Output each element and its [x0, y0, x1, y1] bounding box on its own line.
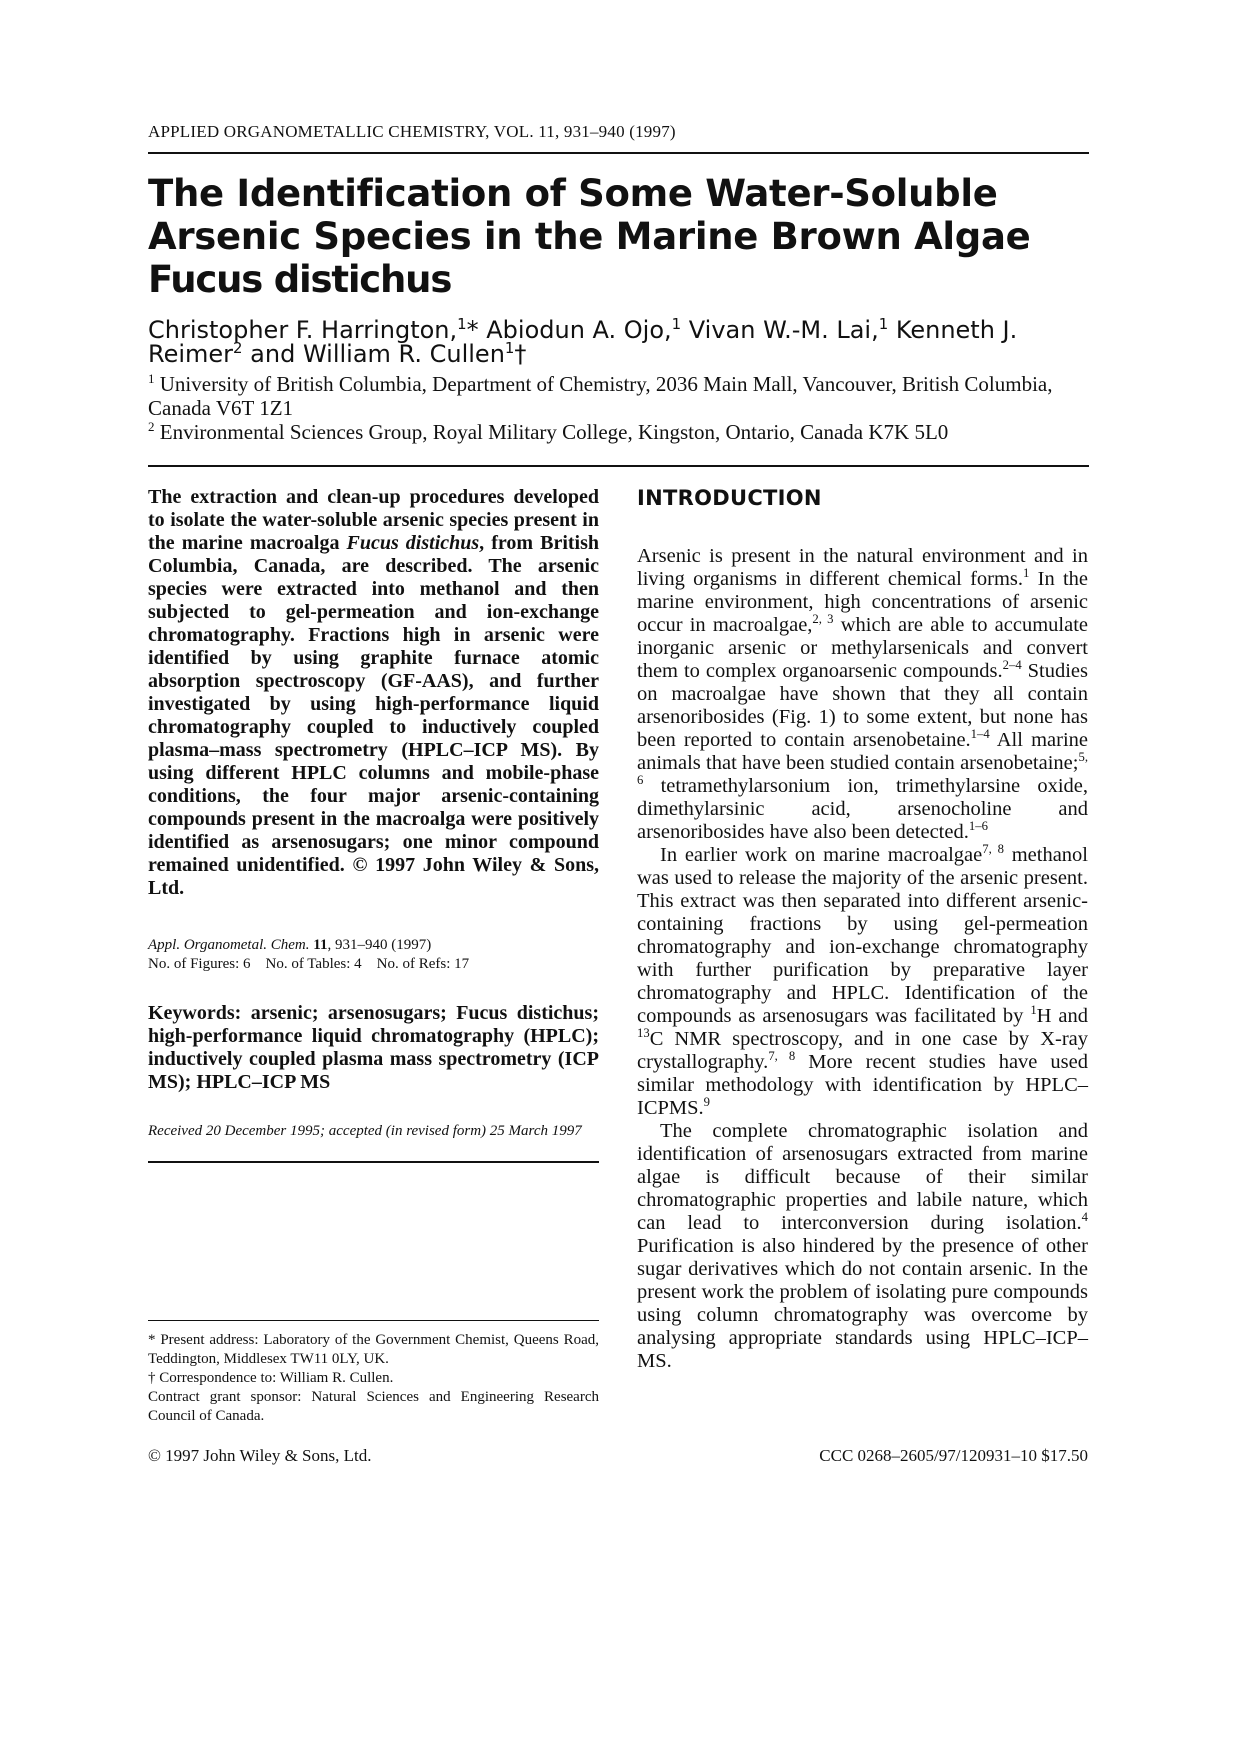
- paragraph-text: Arsenic is present in the natural environment and in living organisms in different chemical forms.: [637, 545, 1088, 590]
- paragraph-text: More recent studies have used similar methodology with identification by HPLC–ICPMS.: [637, 1051, 1088, 1119]
- paragraph-text: Studies on macroalgae have shown that they all contain arsenoribosides (Fig. 1) to some extent, but none has been reported to contain arsenobetaine.: [637, 660, 1088, 751]
- affiliation-text: University of British Columbia, Department of Chemistry, 2036 Main Mall, Vancouver, British Columbia, Canada V6T 1Z1: [148, 372, 1053, 420]
- header-rule: [148, 152, 1089, 154]
- author-affiliation-marker: 1: [671, 315, 682, 333]
- paragraph-text: C NMR spectroscopy, and in one case by X-ray crystallography.: [637, 1028, 1088, 1073]
- author-name: Abiodun A. Ojo,: [486, 316, 672, 344]
- introduction-heading: INTRODUCTION: [637, 486, 822, 510]
- reference-superscript: 1: [1030, 1003, 1037, 1018]
- reference-superscript: 5, 6: [637, 750, 1088, 788]
- ccc-code: CCC 0268–2605/97/120931–10 $17.50: [819, 1446, 1088, 1465]
- author-affiliation-marker: 1: [504, 339, 515, 357]
- reference-superscript: 1–6: [968, 819, 988, 834]
- author-name: William R. Cullen: [302, 340, 505, 368]
- article-title: [148, 172, 1098, 301]
- abstract-end-rule: [148, 1161, 599, 1163]
- title-line-3: Fucus distichus: [148, 258, 452, 301]
- author-affiliation-marker: 1: [878, 315, 889, 333]
- footnotes: [148, 1331, 599, 1426]
- reference-superscript: 1: [1023, 566, 1030, 581]
- abstract-text: The extraction and clean-up procedures developed to isolate the water-soluble arsenic species present in the marine macroalga: [148, 486, 599, 554]
- paragraph-text: The complete chromatographic isolation and identification of arsenosugars extracted from marine algae is difficult because of their similar chromatographic properties and labile nature, which can lead to interconversion during isolation.: [637, 1120, 1088, 1234]
- footnote-correspondence: † Correspondence to: William R. Cullen.: [148, 1370, 394, 1386]
- reference-superscript: 13: [637, 1026, 650, 1041]
- citation-pages: , 931–940 (1997): [327, 937, 432, 953]
- author-connector: and: [250, 340, 296, 368]
- abstract-text-continued: , from British Columbia, Canada, are described. The arsenic species were extracted into methanol and then subjected to gel-permeation and ion-exchange chromatography. Fractions high in arsenic were identified by using graphite furnace atomic absorption spectroscopy (GF-AAS), and further investigated by using high-performance liquid chromatography coupled to inductively coupled plasma–mass spectrometry (HPLC–ICP MS). By using different HPLC columns and mobile-phase conditions, the four major arsenic-containing compounds present in the macroalga were positively identified as arsenosugars; one minor compound remained unidentified. © 1997 John Wiley & Sons, Ltd.: [148, 532, 599, 899]
- paragraph-text: H and: [1036, 1005, 1088, 1027]
- paragraph-text: In the marine environment, high concentrations of arsenic occur in macroalgae,: [637, 568, 1088, 636]
- affiliation-marker: 1: [148, 371, 155, 386]
- affiliation-marker: 2: [148, 419, 155, 434]
- author-name: Vivan W.-M. Lai,: [688, 316, 879, 344]
- copyright-line: © 1997 John Wiley & Sons, Ltd.: [148, 1446, 372, 1465]
- citation-journal: Appl. Organometal. Chem.: [148, 937, 310, 953]
- reference-superscript: 2, 3: [812, 612, 834, 627]
- author-affiliation-marker: 2: [233, 339, 243, 357]
- footnote-rule: [148, 1320, 599, 1321]
- introduction-paragraph: [637, 844, 1088, 1120]
- affiliation-2: [148, 420, 1098, 444]
- title-line-2: Arsenic Species in the Marine Brown Algae: [148, 215, 1031, 258]
- citation-volume: 11: [313, 937, 328, 953]
- keywords: Keywords: arsenic; arsenosugars; Fucus distichus; high-performance liquid chromatography (HPLC); inductively coupled plasma mass spectrometry (ICP MS); HPLC–ICP MS: [148, 1002, 599, 1093]
- reference-superscript: 9: [703, 1095, 711, 1110]
- paragraph-text: which are able to accumulate inorganic arsenic or methylarsenicals and convert them to complex organoarsenic compounds.: [637, 614, 1088, 682]
- reference-superscript: 7, 8: [982, 842, 1004, 857]
- footnote-present-address: * Present address: Laboratory of the Government Chemist, Queens Road, Teddington, Middlesex TW11 0LY, UK.: [148, 1332, 599, 1367]
- author-list: [148, 315, 1098, 368]
- paragraph-text: All marine animals that have been studied contain arsenobetaine;: [637, 729, 1089, 774]
- paragraph-text: tetramethylarsonium ion, trimethylarsine oxide, dimethylarsinic acid, arsenocholine and arsenoribosides have also been detected.: [637, 775, 1088, 843]
- journal-header: APPLIED ORGANOMETALLIC CHEMISTRY, VOL. 11, 931–940 (1997): [148, 122, 676, 141]
- introduction-paragraph: [637, 1120, 1088, 1373]
- paragraph-text: In earlier work on marine macroalgae: [660, 844, 983, 866]
- abstract: [148, 486, 599, 900]
- reference-superscript: 7, 8: [768, 1049, 796, 1064]
- author-name: Christopher F. Harrington,: [148, 316, 458, 344]
- introduction-paragraph: [637, 545, 1088, 844]
- footnote-grant: Contract grant sponsor: Natural Sciences and Engineering Research Council of Canada.: [148, 1389, 599, 1424]
- author-note-marker: †: [514, 340, 527, 368]
- right-column: [637, 486, 1088, 1373]
- paragraph-text: Purification is also hindered by the presence of other sugar derivatives which do not contain arsenic. In the present work the problem of isolating pure compounds using column chromatography was overcome by analysing appropriate standards using HPLC–ICP–MS.: [637, 1235, 1088, 1372]
- reference-superscript: 4: [1081, 1210, 1088, 1225]
- citation-counts: No. of Figures: 6 No. of Tables: 4 No. of Refs: 17: [148, 956, 470, 972]
- reference-superscript: 1–4: [970, 727, 990, 742]
- received-dates: Received 20 December 1995; accepted (in revised form) 25 March 1997: [148, 1123, 582, 1139]
- author-affiliation-marker: 1: [457, 315, 467, 333]
- paragraph-text: methanol was used to release the majority of the arsenic present. This extract was then separated into different arsenic-containing fractions by using gel-permeation chromatography and ion-exchange chromatography with further purification by preparative layer chromatography and HPLC. Identification of the compounds as arsenosugars was facilitated by: [637, 844, 1088, 1027]
- reference-superscript: 2–4: [1002, 658, 1022, 673]
- title-line-1: The Identification of Some Water-Soluble: [148, 172, 998, 215]
- affiliation-text: Environmental Sciences Group, Royal Military College, Kingston, Ontario, Canada K7K 5L0: [159, 420, 949, 444]
- citation-block: [148, 936, 599, 974]
- abstract-species: Fucus distichus: [346, 532, 480, 554]
- author-name: Kenneth J. Reimer: [148, 316, 1018, 368]
- left-column: [148, 486, 599, 1163]
- affiliation-1: [148, 372, 1098, 420]
- author-note-marker: *: [466, 316, 479, 344]
- introduction-body: [637, 545, 1088, 1373]
- title-block-rule: [148, 465, 1089, 467]
